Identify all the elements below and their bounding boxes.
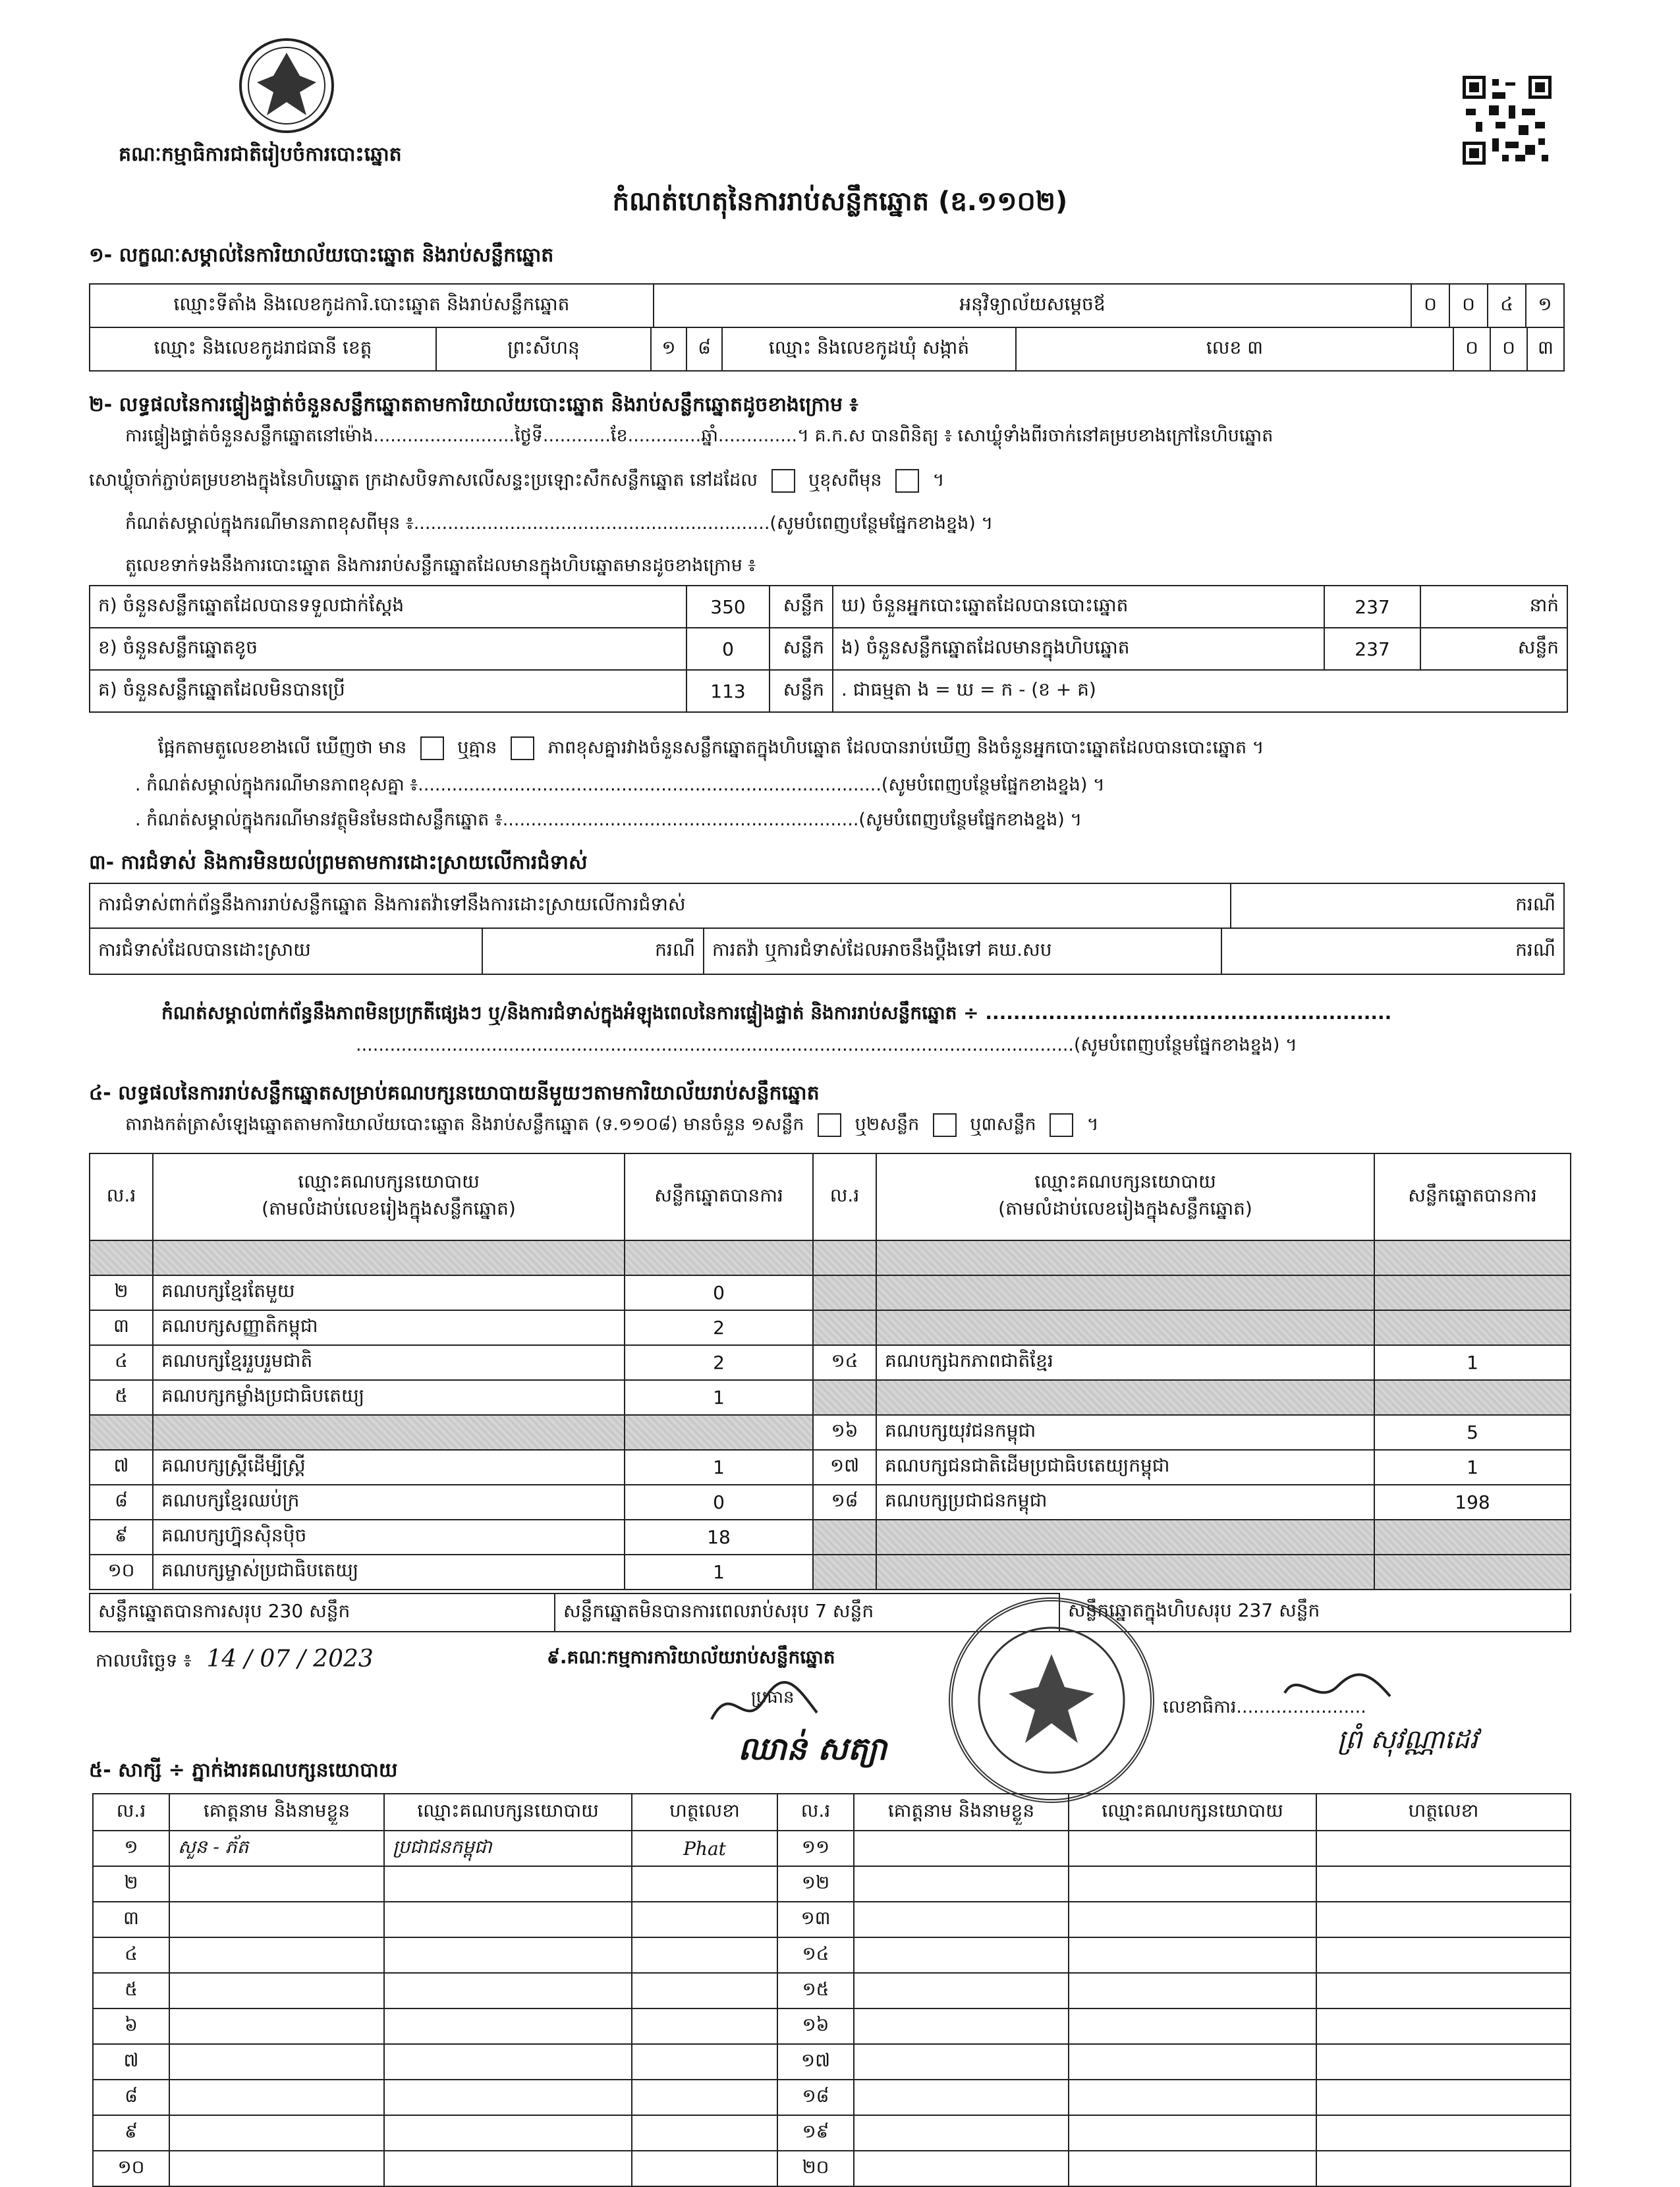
station-code-digit: ០ — [1411, 284, 1449, 327]
col-votes-header: សន្លឹកឆ្នោតបានការ — [1374, 1153, 1571, 1240]
party-result-row — [90, 1310, 1571, 1345]
figure-value: 113 — [686, 670, 770, 712]
witness-row — [93, 1831, 1571, 1866]
party-votes — [625, 1240, 813, 1275]
party-number — [813, 1380, 876, 1415]
col-party-header: ឈ្មោះគណបក្សនយោបាយ — [1069, 1794, 1316, 1831]
party-number: ២ — [90, 1275, 153, 1310]
party-votes: 1 — [1374, 1450, 1571, 1485]
witness-party — [1069, 2115, 1316, 2151]
col-party-header-line2: (តាមលំដាប់លេខរៀងក្នុងសន្លឹកឆ្នោត) — [998, 1198, 1252, 1219]
party-result-row — [90, 1415, 1571, 1450]
witness-name — [854, 2115, 1069, 2151]
party-name — [876, 1555, 1374, 1590]
party-result-row — [90, 1520, 1571, 1555]
witness-table — [92, 1793, 1571, 2187]
col-no-header: ល.រ — [90, 1153, 153, 1240]
col-sign-header: ហត្ថលេខា — [632, 1794, 777, 1831]
appeal-unit: ករណី — [1221, 928, 1564, 974]
party-name: គណបក្សខ្មែរតែមួយ — [153, 1275, 625, 1310]
tally-sheet-line-c: ឬ៣សន្លឹក — [970, 1114, 1036, 1135]
date-row — [96, 1646, 374, 1676]
qr-code-icon — [1463, 76, 1552, 165]
party-name — [876, 1310, 1374, 1345]
total-box-label: សន្លឹកឆ្នោតក្នុងហិបសរុប — [1068, 1599, 1232, 1621]
party-results-table — [89, 1153, 1571, 1590]
committee-name: គណៈកម្មាធិការជាតិរៀបចំការបោះឆ្នោត — [119, 143, 402, 166]
objection-unit: ករណី — [1231, 883, 1564, 928]
witness-name — [854, 2080, 1069, 2115]
party-name — [876, 1520, 1374, 1555]
witness-party — [1069, 2044, 1316, 2080]
official-stamp — [949, 1597, 1154, 1803]
party-number: ១៧ — [813, 1450, 876, 1485]
station-label: ឈ្មោះទីតាំង និងលេខកូដការិ.បោះឆ្នោត និងរាប់សន្លឹកឆ្នោត — [90, 284, 654, 327]
party-number: ៣ — [90, 1310, 153, 1345]
party-name: គណបក្សកម្លាំងប្រជាធិបតេយ្យ — [153, 1380, 625, 1415]
verification-line-2a: សោឃ្លុំចាក់ភ្ជាប់គម្របខាងក្នុងនៃហិបឆ្នោត ក្រដាសបិទភាសលើសន្ទះប្រឡោះសឹកសន្លឹកឆ្នោត នៅដដែល — [89, 470, 758, 491]
witness-number: ៨ — [93, 2080, 169, 2115]
tally-sheet-line-b: ឬ២សន្លឹក — [854, 1114, 920, 1135]
party-votes: 198 — [1374, 1485, 1571, 1520]
witness-signature — [1316, 1902, 1571, 1937]
total-invalid-unit: សន្លឹក — [832, 1599, 874, 1622]
witness-party — [384, 2044, 632, 2080]
col-party-header — [153, 1153, 625, 1240]
witness-name — [854, 2008, 1069, 2044]
objections-table — [89, 883, 1565, 929]
tally-sheet-line-a: តារាងកត់ត្រាសំឡេងឆ្នោតតាមការិយាល័យបោះឆ្នោត និងរាប់សន្លឹកឆ្នោត (ទ.១១០៨) មានចំនួន ១សន្លឹក — [125, 1114, 804, 1135]
witness-signature — [1316, 1937, 1571, 1973]
two-sheet-checkbox[interactable] — [933, 1113, 957, 1137]
witness-name — [854, 1973, 1069, 2008]
province-name: ព្រះសីហនុ — [436, 327, 651, 371]
col-party-header-line2: (តាមលំដាប់លេខរៀងក្នុងសន្លឹកឆ្នោត) — [262, 1198, 516, 1219]
secretary-signature — [1278, 1667, 1397, 1713]
party-name: គណបក្សសញ្ញាតិកម្ពុជា — [153, 1310, 625, 1345]
objections-resolved-table — [89, 927, 1565, 975]
station-name: អនុវិទ្យាល័យសម្តេចឪ — [654, 284, 1411, 327]
figure-value: 237 — [1324, 628, 1420, 670]
figure-value: 0 — [686, 628, 770, 670]
witness-row — [93, 1973, 1571, 2008]
discrepancy-line-c: ភាពខុសគ្នារវាងចំនួនសន្លឹកឆ្នោតក្នុងហិបឆ្នោត ដែលបានរាប់ឃើញ និងចំនួនអ្នកបោះឆ្នោតដែលបានបោះឆ្នោត ។ — [547, 737, 1264, 758]
witness-signature — [1316, 2044, 1571, 2080]
commune-label: ឈ្មោះ និងលេខកូដឃុំ សង្កាត់ — [722, 327, 1016, 371]
witness-number: ២០ — [777, 2151, 854, 2186]
party-name: គណបក្សស្ត្រីដើម្បីស្ត្រី — [153, 1450, 625, 1485]
section4-heading: ៤- លទ្ធផលនៃការរាប់សន្លឹកឆ្នោតសម្រាប់គណបក្សនយោបាយនីមួយៗតាមការិយាល័យរាប់សន្លឹកឆ្នោត — [89, 1082, 820, 1105]
party-name — [876, 1240, 1374, 1275]
witness-number: ១១ — [777, 1831, 854, 1866]
party-number — [813, 1520, 876, 1555]
witness-number: ១ — [93, 1831, 169, 1866]
party-result-row — [90, 1555, 1571, 1590]
party-votes — [1374, 1380, 1571, 1415]
figure-label: ខ) ចំនួនសន្លឹកឆ្នោតខូច — [90, 628, 686, 670]
figure-value: 350 — [686, 586, 770, 628]
witness-party — [384, 2151, 632, 2186]
witness-name — [169, 2115, 384, 2151]
witness-signature — [632, 2008, 777, 2044]
figure-value: 237 — [1324, 586, 1420, 628]
discrepancy-line-b: ឬគ្មាន — [457, 737, 497, 758]
party-number: ៩ — [90, 1520, 153, 1555]
total-valid-cell — [90, 1593, 555, 1632]
party-name: គណបក្សហ្វ៊ុនស៊ិនប៉ិច — [153, 1520, 625, 1555]
witness-number: ១៥ — [777, 1973, 854, 2008]
witness-signature — [632, 2080, 777, 2115]
commune-code-digit: ៣ — [1527, 327, 1564, 371]
col-party-header — [876, 1153, 1374, 1240]
party-votes — [1374, 1275, 1571, 1310]
party-votes: 18 — [625, 1520, 813, 1555]
witness-number: ១០ — [93, 2151, 169, 2186]
witness-name — [854, 2151, 1069, 2186]
ballot-figures-table — [89, 585, 1568, 713]
party-votes: 0 — [625, 1275, 813, 1310]
party-number — [813, 1275, 876, 1310]
formula-note: . ជាធម្មតា ង = ឃ = ក - (ខ + គ) — [833, 670, 1567, 712]
witness-name — [854, 2044, 1069, 2080]
col-no-header: ល.រ — [813, 1153, 876, 1240]
witness-row — [93, 1902, 1571, 1937]
party-votes — [1374, 1520, 1571, 1555]
party-name: គណបក្សខ្មែររួបរួមជាតិ — [153, 1345, 625, 1380]
figure-unit: នាក់ — [1420, 586, 1567, 628]
witness-row — [93, 2044, 1571, 2080]
tally-sheet-line: តារាងកត់ត្រាសំឡេងឆ្នោតតាមការិយាល័យបោះឆ្នោត និងរាប់សន្លឹកឆ្នោត (ទ.១១០៨) មានចំនួន ១សន្លឹក ឬ២សន្លឹក ឬ៣សន្លឹក ។ — [125, 1113, 1099, 1140]
party-name — [876, 1380, 1374, 1415]
party-name: គណបក្សម្ចាស់ប្រជាធិបតេយ្យ — [153, 1555, 625, 1590]
party-votes — [1374, 1240, 1571, 1275]
col-party-header-line1: ឈ្មោះគណបក្សនយោបាយ — [1034, 1171, 1216, 1192]
witness-name — [169, 1937, 384, 1973]
witness-name — [169, 1902, 384, 1937]
witness-name — [854, 1937, 1069, 1973]
objection-label: ការជំទាស់ពាក់ព័ន្ធនឹងការរាប់សន្លឹកឆ្នោត និងការតវ៉ាទៅនឹងការដោះស្រាយលើការជំទាស់ — [90, 883, 1231, 928]
party-number — [90, 1240, 153, 1275]
party-name: គណបក្សឯកភាពជាតិខ្មែរ — [876, 1345, 1374, 1380]
witness-number: ២ — [93, 1866, 169, 1902]
witness-number: ១៩ — [777, 2115, 854, 2151]
witness-name — [854, 1866, 1069, 1902]
witness-party — [1069, 2008, 1316, 2044]
witness-party: ប្រជាជនកម្ពុជា — [384, 1831, 632, 1866]
party-number: ១០ — [90, 1555, 153, 1590]
witness-party — [384, 1973, 632, 2008]
witness-signature — [632, 1902, 777, 1937]
witness-signature — [1316, 2151, 1571, 2186]
section5-heading: ៥- សាក្សី ÷ ភ្នាក់ងារគណបក្សនយោបាយ — [89, 1759, 398, 1782]
party-votes: 2 — [625, 1345, 813, 1380]
party-result-row — [90, 1485, 1571, 1520]
unchanged-checkbox[interactable] — [771, 469, 795, 493]
witness-name — [854, 1902, 1069, 1937]
total-invalid-value: 7 — [815, 1599, 827, 1622]
witness-number: ៦ — [93, 2008, 169, 2044]
commune-code-digit: ០ — [1490, 327, 1527, 371]
province-code-digit: ១ — [651, 327, 686, 371]
totals-table — [89, 1593, 1571, 1632]
page-title: កំណត់ហេតុនៃការរាប់សន្លឹកឆ្នោត (ឧ.១១០២) — [612, 186, 1068, 217]
witness-party — [1069, 1831, 1316, 1866]
witness-number: ៣ — [93, 1902, 169, 1937]
witness-signature — [1316, 2115, 1571, 2151]
witness-number: ១៦ — [777, 2008, 854, 2044]
witness-number: ១៨ — [777, 2080, 854, 2115]
col-no-header: ល.រ — [93, 1794, 169, 1831]
party-number: ១៦ — [813, 1415, 876, 1450]
station-code-digit: ៤ — [1488, 284, 1526, 327]
witness-signature — [1316, 1973, 1571, 2008]
section3-heading: ៣- ការជំទាស់ និងការមិនយល់ព្រមតាមការដោះស្រាយលើការជំទាស់ — [89, 851, 588, 874]
commune-code-digit: ០ — [1453, 327, 1490, 371]
witness-name: សួន - ភ័ត — [169, 1831, 384, 1866]
party-name — [153, 1415, 625, 1450]
party-number: ១៤ — [813, 1345, 876, 1380]
party-number — [813, 1310, 876, 1345]
party-number: ១៨ — [813, 1485, 876, 1520]
witness-party — [1069, 2151, 1316, 2186]
three-sheet-checkbox[interactable] — [1050, 1113, 1073, 1137]
discrepancy-line — [158, 736, 1264, 763]
witness-party — [1069, 1973, 1316, 2008]
col-party-header-line1: ឈ្មោះគណបក្សនយោបាយ — [298, 1171, 480, 1192]
party-name — [876, 1275, 1374, 1310]
figure-unit: សន្លឹក — [770, 670, 833, 712]
witness-row — [93, 2008, 1571, 2044]
witness-signature — [632, 2044, 777, 2080]
party-votes: 1 — [1374, 1345, 1571, 1380]
witness-name — [169, 2151, 384, 2186]
one-sheet-checkbox[interactable] — [818, 1113, 841, 1137]
foreign-object-remark-line: . កំណត់សម្គាល់ក្នុងករណីមានវត្ថុមិនមែនជាសន្លឹកឆ្នោត ៖...............................................................(សូមបំពេញបន្ថែមផ្នែកខាងខ្នង) ។ — [135, 810, 1082, 830]
figure-label: ក) ចំនួនសន្លឹកឆ្នោតដែលបានទទួលជាក់ស្តែង — [90, 586, 686, 628]
witness-signature — [1316, 2080, 1571, 2115]
date-label: កាលបរិច្ឆេទ ៖ — [96, 1649, 192, 1671]
witness-number: ៧ — [93, 2044, 169, 2080]
witness-signature: Phat — [632, 1831, 777, 1866]
party-votes: 1 — [625, 1380, 813, 1415]
party-result-row — [90, 1345, 1571, 1380]
witness-number: ១៧ — [777, 2044, 854, 2080]
party-votes — [1374, 1555, 1571, 1590]
witness-party — [384, 2008, 632, 2044]
figures-intro-line: តួលេខទាក់ទងនឹងការបោះឆ្នោត និងការរាប់សន្លឹកឆ្នោតដែលមានក្នុងហិបឆ្នោតមានដូចខាងក្រោម ៖ — [125, 555, 756, 576]
party-number — [813, 1555, 876, 1590]
party-votes: 5 — [1374, 1415, 1571, 1450]
col-no-header: ល.រ — [777, 1794, 854, 1831]
witness-number: ៩ — [93, 2115, 169, 2151]
appeal-label: ការតវ៉ា ឬការជំទាស់ដែលអាចនឹងប្តឹងទៅ គឃ.សប — [704, 928, 1221, 974]
witness-party — [1069, 1866, 1316, 1902]
party-result-row — [90, 1380, 1571, 1415]
discrepancy-line-a: ផ្អែកតាមតួលេខខាងលើ ឃើញថា មាន — [158, 737, 407, 758]
witness-number: ១៣ — [777, 1902, 854, 1937]
witness-row — [93, 2151, 1571, 2186]
party-number: ៧ — [90, 1450, 153, 1485]
party-name: គណបក្សប្រជាជនកម្ពុជា — [876, 1485, 1374, 1520]
chair-label: ប្រធាន — [751, 1688, 795, 1707]
witness-party — [384, 1937, 632, 1973]
witness-signature — [632, 1937, 777, 1973]
witness-signature — [1316, 1831, 1571, 1866]
location-table — [89, 327, 1565, 372]
witness-name — [169, 2044, 384, 2080]
section2-heading: ២- លទ្ធផលនៃការផ្ទៀងផ្ទាត់ចំនួនសន្លឹកឆ្នោតតាមការិយាល័យបោះឆ្នោត និងរាប់សន្លឹកឆ្នោតដូចខាងក្រោម ៖ — [89, 393, 858, 416]
witness-name — [169, 2008, 384, 2044]
party-votes: 0 — [625, 1485, 813, 1520]
witness-name — [169, 2080, 384, 2115]
figure-label: គ) ចំនួនសន្លឹកឆ្នោតដែលមិនបានប្រើ — [90, 670, 686, 712]
difference-note-line: កំណត់សម្គាល់ក្នុងករណីមានភាពខុសពីមុន ៖...............................................................(សូមបំពេញបន្ថែមផ្នែកខាងខ្នង) ។ — [125, 513, 994, 534]
station-identification-table — [89, 283, 1565, 328]
verification-line-2: សោឃ្លុំចាក់ភ្ជាប់គម្របខាងក្នុងនៃហិបឆ្នោត ក្រដាសបិទភាសលើសន្ទះប្រឡោះសឹកសន្លឹកឆ្នោត នៅដដែល ឬខុសពីមុន ។ — [89, 469, 944, 495]
witness-party — [384, 2115, 632, 2151]
witness-signature — [632, 1866, 777, 1902]
witness-number: ៥ — [93, 1973, 169, 2008]
total-box-unit: សន្លឹក — [1279, 1599, 1320, 1621]
station-code-digit: ០ — [1449, 284, 1488, 327]
party-number — [813, 1240, 876, 1275]
party-name — [153, 1240, 625, 1275]
witness-party — [384, 1902, 632, 1937]
chair-name: ឈាន់ សត្យា — [738, 1730, 887, 1767]
party-votes — [625, 1415, 813, 1450]
witness-signature — [632, 2115, 777, 2151]
witness-name — [169, 1973, 384, 2008]
party-votes: 1 — [625, 1555, 813, 1590]
party-votes: 1 — [625, 1450, 813, 1485]
witness-row — [93, 2080, 1571, 2115]
figure-unit: សន្លឹក — [770, 586, 833, 628]
party-name: គណបក្សយុវជនកម្ពុជា — [876, 1415, 1374, 1450]
witness-party — [1069, 1902, 1316, 1937]
irregularity-note-line-2: ...............................................................................................................................(សូមបំពេញបន្ថែមផ្នែកខាងខ្នង) ។ — [356, 1035, 1297, 1055]
total-valid-label: សន្លឹកឆ្នោតបានការសរុប — [98, 1599, 262, 1622]
total-valid-unit: សន្លឹក — [309, 1599, 350, 1622]
no-difference-checkbox[interactable] — [511, 736, 534, 760]
party-votes: 2 — [625, 1310, 813, 1345]
col-name-header: គោត្តនាម និងនាមខ្លួន — [854, 1794, 1069, 1831]
witness-row — [93, 1937, 1571, 1973]
witness-party — [1069, 1937, 1316, 1973]
resolved-unit: ករណី — [482, 928, 704, 974]
party-number: ៨ — [90, 1485, 153, 1520]
province-label: ឈ្មោះ និងលេខកូដរាជធានី ខេត្ត — [90, 327, 436, 371]
witness-party — [384, 1866, 632, 1902]
party-number: ៥ — [90, 1380, 153, 1415]
date-value: 14 / 07 / 2023 — [206, 1646, 374, 1673]
secretary-sign-name: ព្រំ សុវណ្ណាដេវ — [1337, 1725, 1478, 1755]
figure-label: ឃ) ចំនួនអ្នកបោះឆ្នោតដែលបានបោះឆ្នោត — [833, 586, 1324, 628]
station-code-digit: ១ — [1526, 284, 1564, 327]
secretary-label: លេខាធិការ....................... — [1163, 1697, 1366, 1717]
emblem-logo — [237, 36, 336, 135]
party-result-row — [90, 1450, 1571, 1485]
witness-signature — [1316, 2008, 1571, 2044]
party-name: គណបក្សជនជាតិដើមប្រជាធិបតេយ្យកម្ពុជា — [876, 1450, 1374, 1485]
section1-heading: ១- លក្ខណៈសម្គាល់នៃការិយាល័យបោះឆ្នោត និងរាប់សន្លឹកឆ្នោត — [89, 244, 554, 267]
witness-name — [169, 1866, 384, 1902]
col-party-header: ឈ្មោះគណបក្សនយោបាយ — [384, 1794, 632, 1831]
witness-name — [854, 1831, 1069, 1866]
figure-unit: សន្លឹក — [770, 628, 833, 670]
witness-number: ១៤ — [777, 1937, 854, 1973]
total-valid-value: 230 — [267, 1599, 304, 1622]
witness-number: ១២ — [777, 1866, 854, 1902]
party-votes — [1374, 1310, 1571, 1345]
verification-line-2b: ឬខុសពីមុន — [808, 470, 882, 491]
witness-signature — [632, 1973, 777, 2008]
party-number — [90, 1415, 153, 1450]
col-sign-header: ហត្ថលេខា — [1316, 1794, 1571, 1831]
col-name-header: គោត្តនាម និងនាមខ្លួន — [169, 1794, 384, 1831]
col-votes-header: សន្លឹកឆ្នោតបានការ — [625, 1153, 813, 1240]
witness-number: ៤ — [93, 1937, 169, 1973]
difference-remark-line: . កំណត់សម្គាល់ក្នុងករណីមានភាពខុសគ្នា ៖..................................................................................(សូមបំពេញបន្ថែមផ្នែកខាងខ្នង) ។ — [135, 775, 1105, 795]
party-result-row — [90, 1275, 1571, 1310]
witness-signature — [632, 2151, 777, 2186]
total-invalid-label: សន្លឹកឆ្នោតមិនបានការពេលរាប់សរុប — [563, 1599, 810, 1622]
total-box-value: 237 — [1237, 1599, 1274, 1621]
witness-row — [93, 1866, 1571, 1902]
commune-name: លេខ ៣ — [1016, 327, 1453, 371]
irregularity-note-line-1: កំណត់សម្គាល់ពាក់ព័ន្ធនឹងភាពមិនប្រក្រតីផ្សេងៗ ឬ/និងការជំទាស់ក្នុងអំឡុងពេលនៃការផ្ទៀងផ្ទាត់ និងការរាប់សន្លឹកឆ្នោត ÷ .......................................................... — [161, 1002, 1392, 1024]
party-result-row — [90, 1240, 1571, 1275]
has-difference-checkbox[interactable] — [420, 736, 444, 760]
figure-unit: សន្លឹក — [1420, 628, 1567, 670]
party-name: គណបក្សខ្មែរឈប់ក្រ — [153, 1485, 625, 1520]
figure-label: ង) ចំនួនសន្លឹកឆ្នោតដែលមានក្នុងហិបឆ្នោត — [833, 628, 1324, 670]
witness-signature — [1316, 1866, 1571, 1902]
witness-party — [384, 2080, 632, 2115]
witness-party — [1069, 2080, 1316, 2115]
committee-signature-label: ៩.គណៈកម្មការការិយាល័យរាប់សន្លឹកឆ្នោត — [547, 1646, 835, 1668]
province-code-digit: ៨ — [686, 327, 722, 371]
resolved-label: ការជំទាស់ដែលបានដោះស្រាយ — [90, 928, 482, 974]
verification-line-1: ការផ្ទៀងផ្ទាត់ចំនួនសន្លឹកឆ្នោតនៅម៉ោង.........................ថ្ងៃទី............ខែ.............ឆ្នាំ..............។ គ.ក.ស បានពិនិត្យ ៖ សោឃ្លុំទាំងពីរចាក់នៅគម្របខាងក្រៅនៃហិបឆ្នោត — [125, 426, 1274, 446]
witness-row — [93, 2115, 1571, 2151]
party-number: ៤ — [90, 1345, 153, 1380]
changed-checkbox[interactable] — [895, 469, 919, 493]
